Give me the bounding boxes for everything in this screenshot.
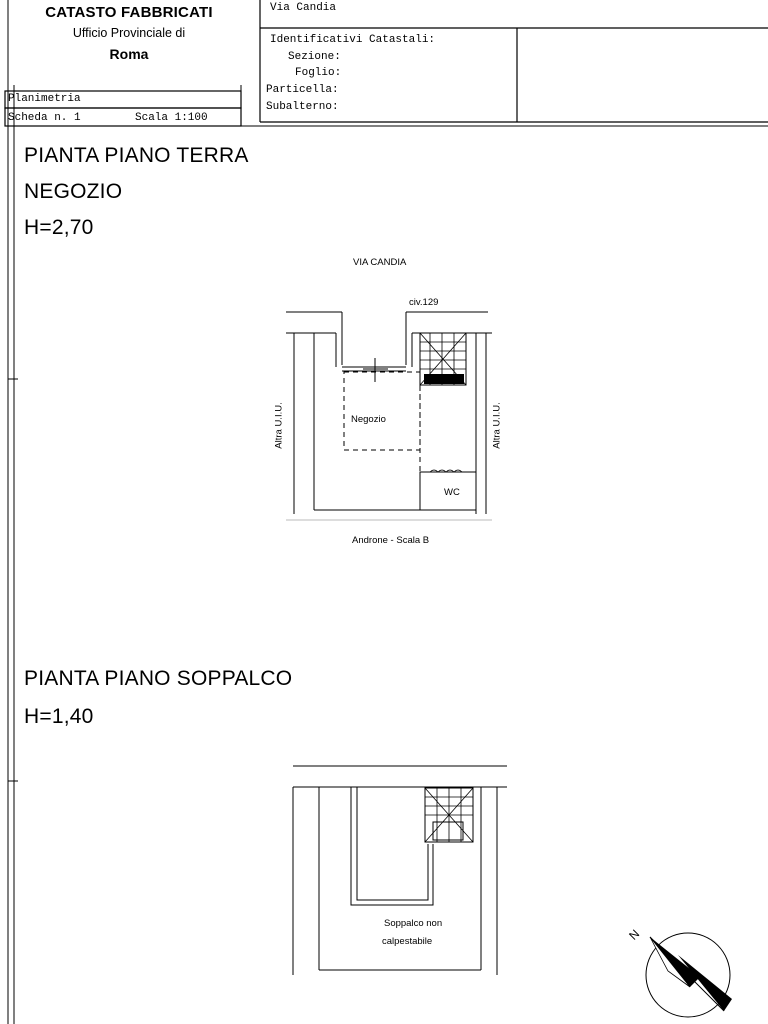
field-subalterno: Subalterno: xyxy=(266,101,339,113)
north-arrow-icon xyxy=(620,915,740,1020)
field-foglio: Foglio: xyxy=(295,67,342,79)
ground-floor-plan xyxy=(280,300,520,530)
androne-label: Androne - Scala B xyxy=(352,535,430,546)
left-neighbor-label: Altra U.I.U. xyxy=(273,402,285,449)
address-field: Via Candia xyxy=(270,2,337,14)
civic-number-label: civ.129 xyxy=(409,297,439,308)
mezzanine-height: H=1,40 xyxy=(24,705,94,728)
office-title: CATASTO FABBRICATI xyxy=(45,4,213,21)
ground-floor-height: H=2,70 xyxy=(24,216,94,239)
street-label: VIA CANDIA xyxy=(353,257,407,268)
north-letter: N xyxy=(626,926,643,943)
ground-floor-use: NEGOZIO xyxy=(24,180,123,203)
scale-label: Scala 1:100 xyxy=(135,112,208,124)
mezzanine-note-line2: calpestabile xyxy=(382,936,433,947)
mezzanine-title: PIANTA PIANO SOPPALCO xyxy=(24,667,293,690)
right-neighbor-label: Altra U.I.U. xyxy=(491,402,503,449)
field-sezione: Sezione: xyxy=(288,51,341,63)
office-city: Roma xyxy=(109,46,149,62)
office-subtitle: Ufficio Provinciale di xyxy=(72,26,186,40)
mezzanine-note-line1: Soppalco non xyxy=(384,918,443,929)
field-particella: Particella: xyxy=(266,84,339,96)
room-label-wc: WC xyxy=(444,487,460,498)
sheet-number: Scheda n. 1 xyxy=(8,112,81,124)
doc-type: Planimetria xyxy=(8,93,81,105)
mezzanine-plan xyxy=(285,760,515,985)
ground-floor-title: PIANTA PIANO TERRA xyxy=(24,144,249,167)
room-label-negozio: Negozio xyxy=(351,414,386,425)
identifiers-title: Identificativi Catastali: xyxy=(270,34,436,46)
